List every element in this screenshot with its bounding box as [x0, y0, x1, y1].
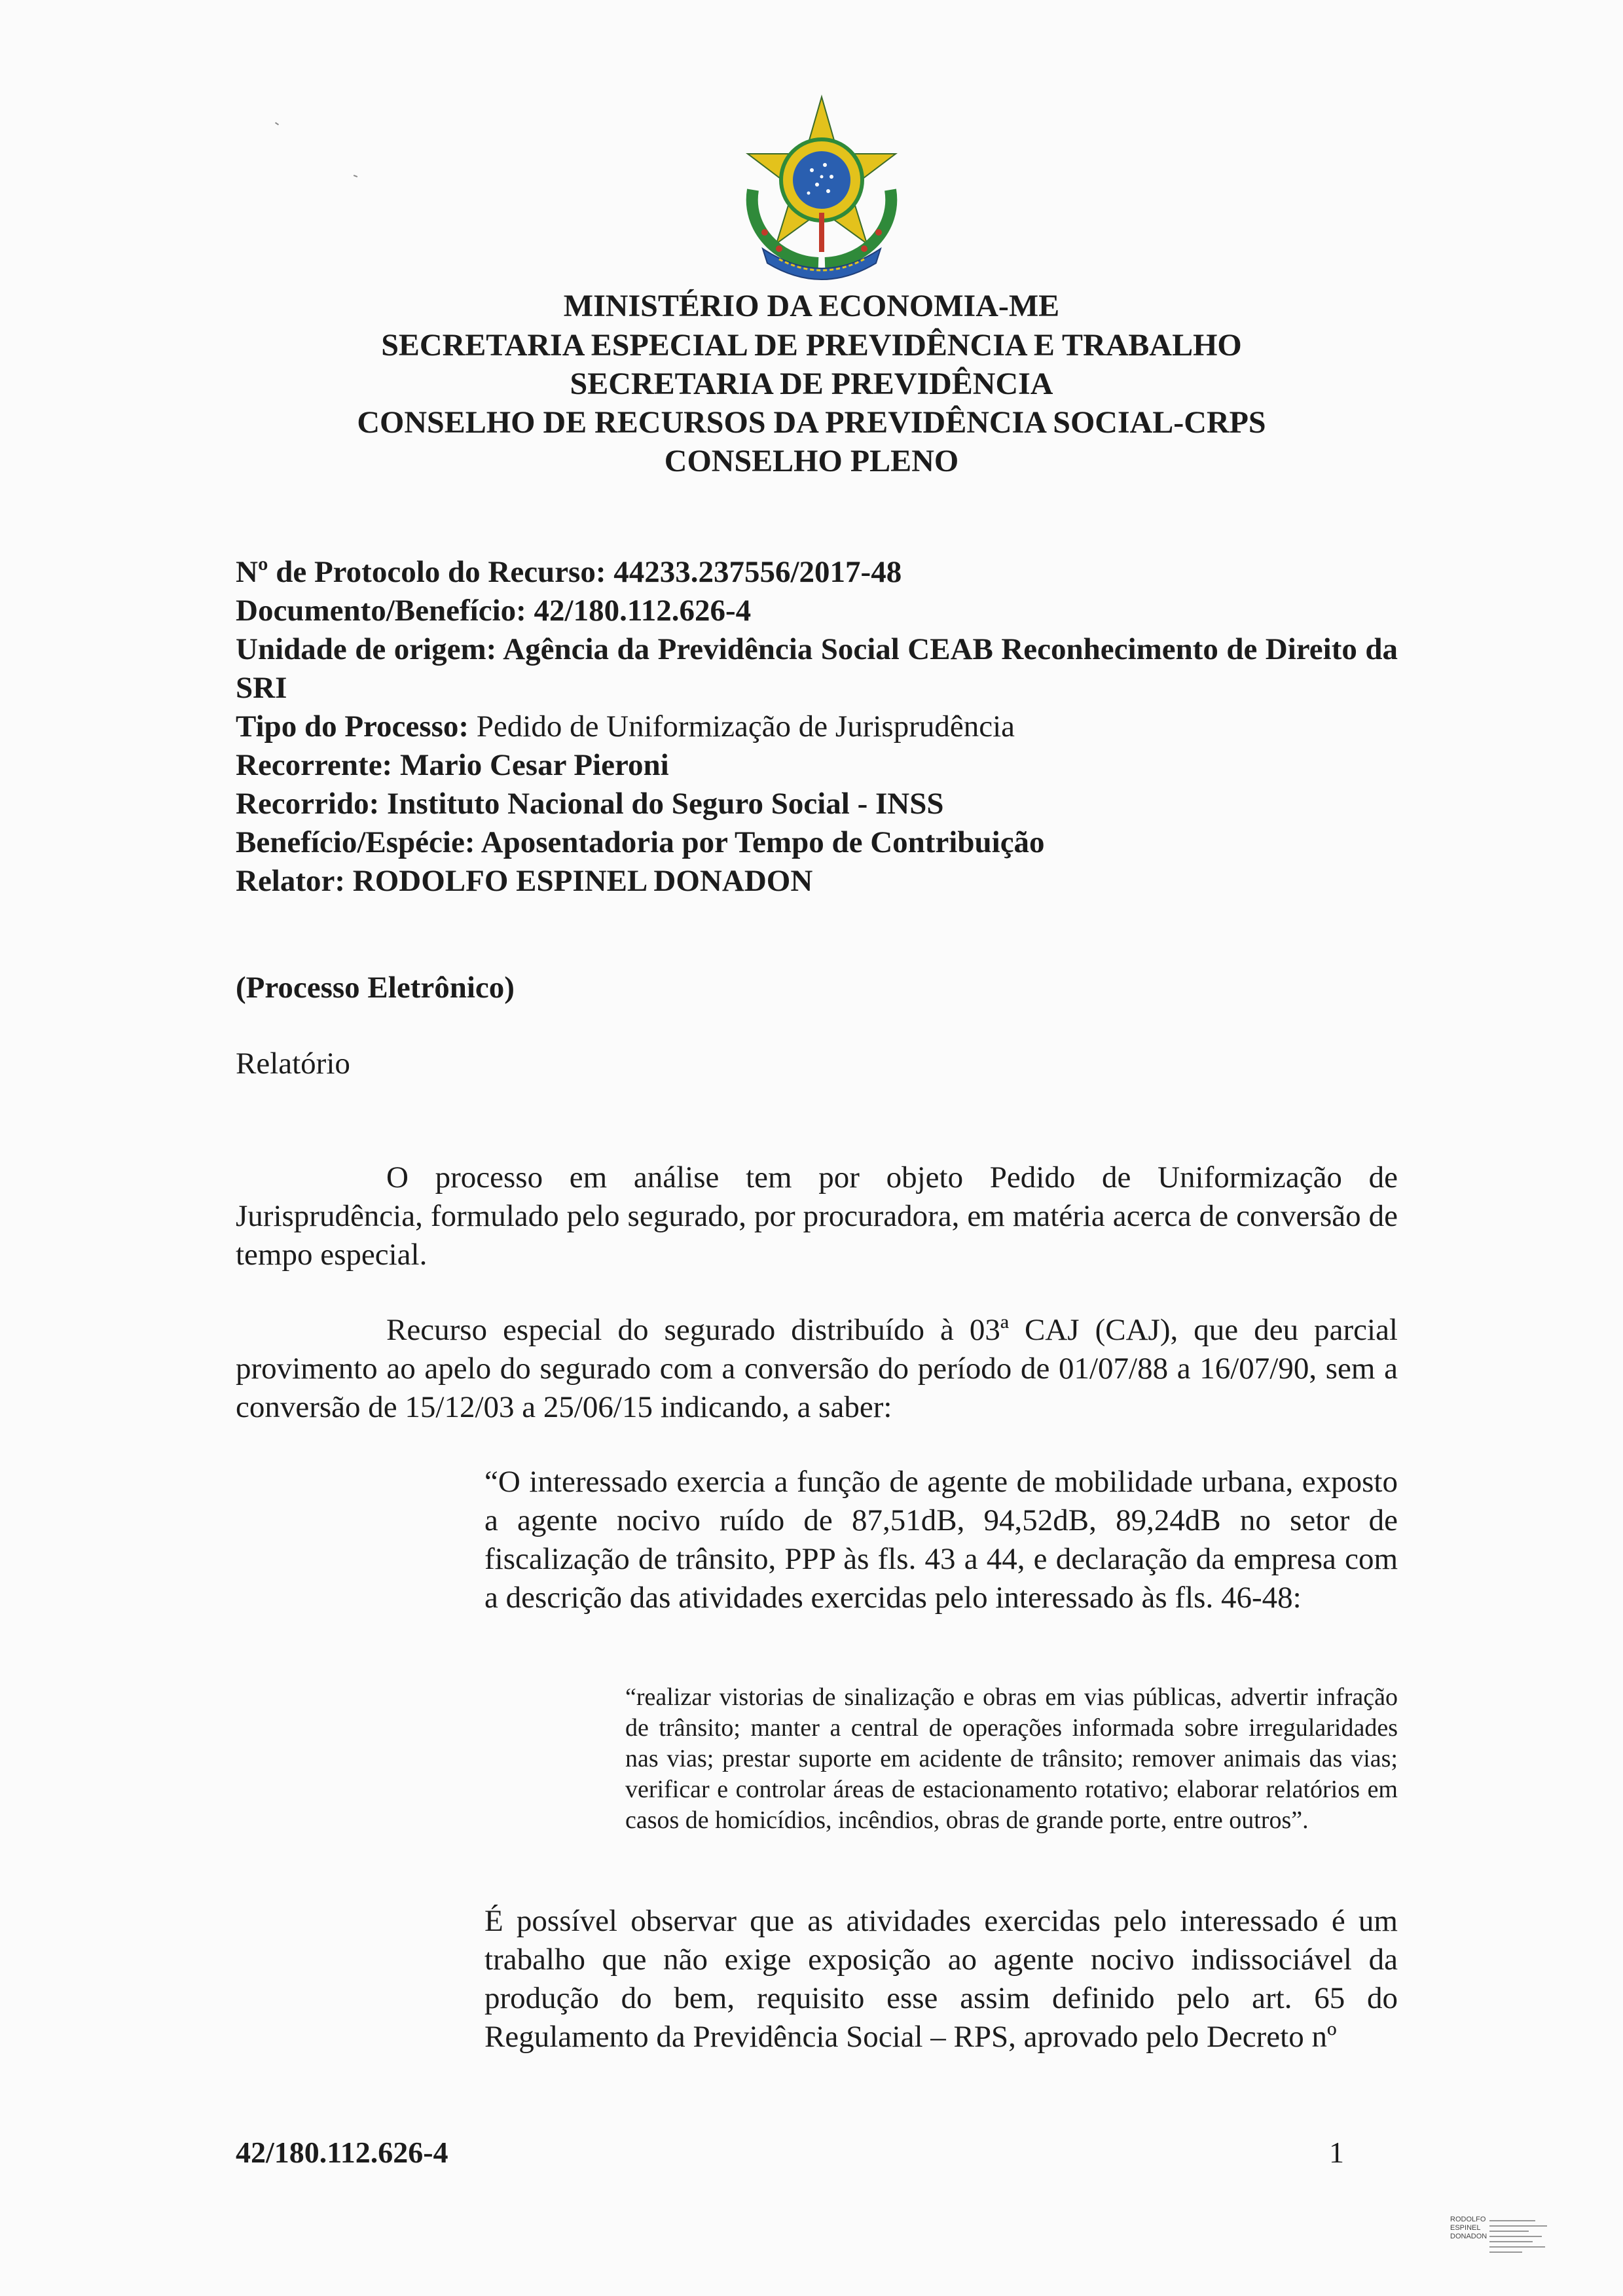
- quote-2: “realizar vistorias de sinalização e obras em vias públicas, advertir infração de trânsito; manter a central de operações informada sobre irregularidades nas vias; prestar suporte em acidente de trânsito; remover animais das vias; verificar e controlar áreas de estacionamento rotativo; elaborar relatórios em casos de homicídios, incêndios, obras de grande porte, entre outros”.: [625, 1683, 1398, 1834]
- process-type-row: [236, 708, 1398, 746]
- benefit-row: [236, 823, 1398, 862]
- header-ministry: MINISTÉRIO DA ECONOMIA-ME: [563, 289, 1060, 323]
- protocol-value: 44233.237556/2017-48: [613, 555, 902, 589]
- rapporteur-label: Relator:: [236, 864, 346, 898]
- rapporteur-row: [236, 862, 1398, 901]
- digital-signature-stamp: [1450, 2215, 1552, 2265]
- report-title: Relatório: [236, 1047, 350, 1081]
- document-row: [236, 592, 1398, 630]
- electronic-process-label: (Processo Eletrônico): [236, 971, 515, 1005]
- respondent-value: Instituto Nacional do Seguro Social - INSS: [386, 787, 944, 821]
- case-metadata: [236, 553, 1398, 901]
- process-type-label: Tipo do Processo:: [236, 709, 469, 744]
- signature-name-line-3: DONADON: [1450, 2233, 1487, 2240]
- paragraph-3: É possível observar que as atividades exercidas pelo interessado é um trabalho que não exige exposição ao agente nocivo indissociável da produção do bem, requisito esse assim definido pelo art. 65 do Regulamento da Previdência Social – RPS, aprovado pelo Decreto nº: [484, 1904, 1398, 2054]
- scan-mark: [275, 122, 279, 125]
- document-value: 42/180.112.626-4: [534, 594, 752, 628]
- protocol-label: Nº de Protocolo do Recurso:: [236, 555, 606, 589]
- protocol-row: [236, 553, 1398, 592]
- respondent-label: Recorrido:: [236, 787, 380, 821]
- appellant-label: Recorrente:: [236, 748, 393, 782]
- footer-document-number: 42/180.112.626-4: [236, 2136, 448, 2169]
- appellant-value: Mario Cesar Pieroni: [399, 748, 669, 782]
- header-secretariat: SECRETARIA DE PREVIDÊNCIA: [570, 367, 1053, 401]
- document-label: Documento/Benefício:: [236, 594, 526, 628]
- header-plenary: CONSELHO PLENO: [664, 444, 959, 478]
- unit-label: Unidade de origem:: [236, 632, 497, 666]
- signature-name-line-2: ESPINEL: [1450, 2224, 1481, 2232]
- paragraph-1: O processo em análise tem por objeto Pedido de Uniformização de Jurisprudência, formulado pelo segurado, por procuradora, em matéria acerca de conversão de tempo especial.: [236, 1160, 1398, 1272]
- brazil-coat-of-arms-icon: [727, 92, 917, 281]
- benefit-value: Aposentadoria por Tempo de Contribuição: [481, 825, 1045, 859]
- respondent-row: [236, 785, 1398, 823]
- process-type-value: Pedido de Uniformização de Jurisprudência: [476, 709, 1015, 744]
- signature-name-line-1: RODOLFO: [1450, 2215, 1486, 2223]
- paragraph-2: Recurso especial do segurado distribuído à 03ª CAJ (CAJ), que deu parcial provimento ao apelo do segurado com a conversão do período de 01/07/88 a 16/07/90, sem a conversão de 15/12/03 a 25/06/15 indicando, a saber:: [236, 1313, 1398, 1424]
- benefit-label: Benefício/Espécie:: [236, 825, 475, 859]
- quote-1: “O interessado exercia a função de agente de mobilidade urbana, exposto a agente nocivo ruído de 87,51dB, 94,52dB, 89,24dB no setor de fiscalização de trânsito, PPP às fls. 43 a 44, e declaração da empresa com a descrição das atividades exercidas pelo interessado às fls. 46-48:: [484, 1465, 1398, 1615]
- appellant-row: [236, 746, 1398, 785]
- rapporteur-value: RODOLFO ESPINEL DONADON: [352, 864, 813, 898]
- scan-mark: [354, 175, 357, 177]
- unit-row: [236, 630, 1398, 708]
- header-council: CONSELHO DE RECURSOS DA PREVIDÊNCIA SOCIAL-CRPS: [357, 405, 1266, 440]
- header-secretariat-special: SECRETARIA ESPECIAL DE PREVIDÊNCIA E TRABALHO: [381, 328, 1242, 363]
- page-number: 1: [1329, 2136, 1344, 2169]
- unit-value: Agência da Previdência Social CEAB Reconhecimento de Direito da SRI: [236, 632, 1398, 705]
- signature-hash-icon: [1489, 2218, 1552, 2257]
